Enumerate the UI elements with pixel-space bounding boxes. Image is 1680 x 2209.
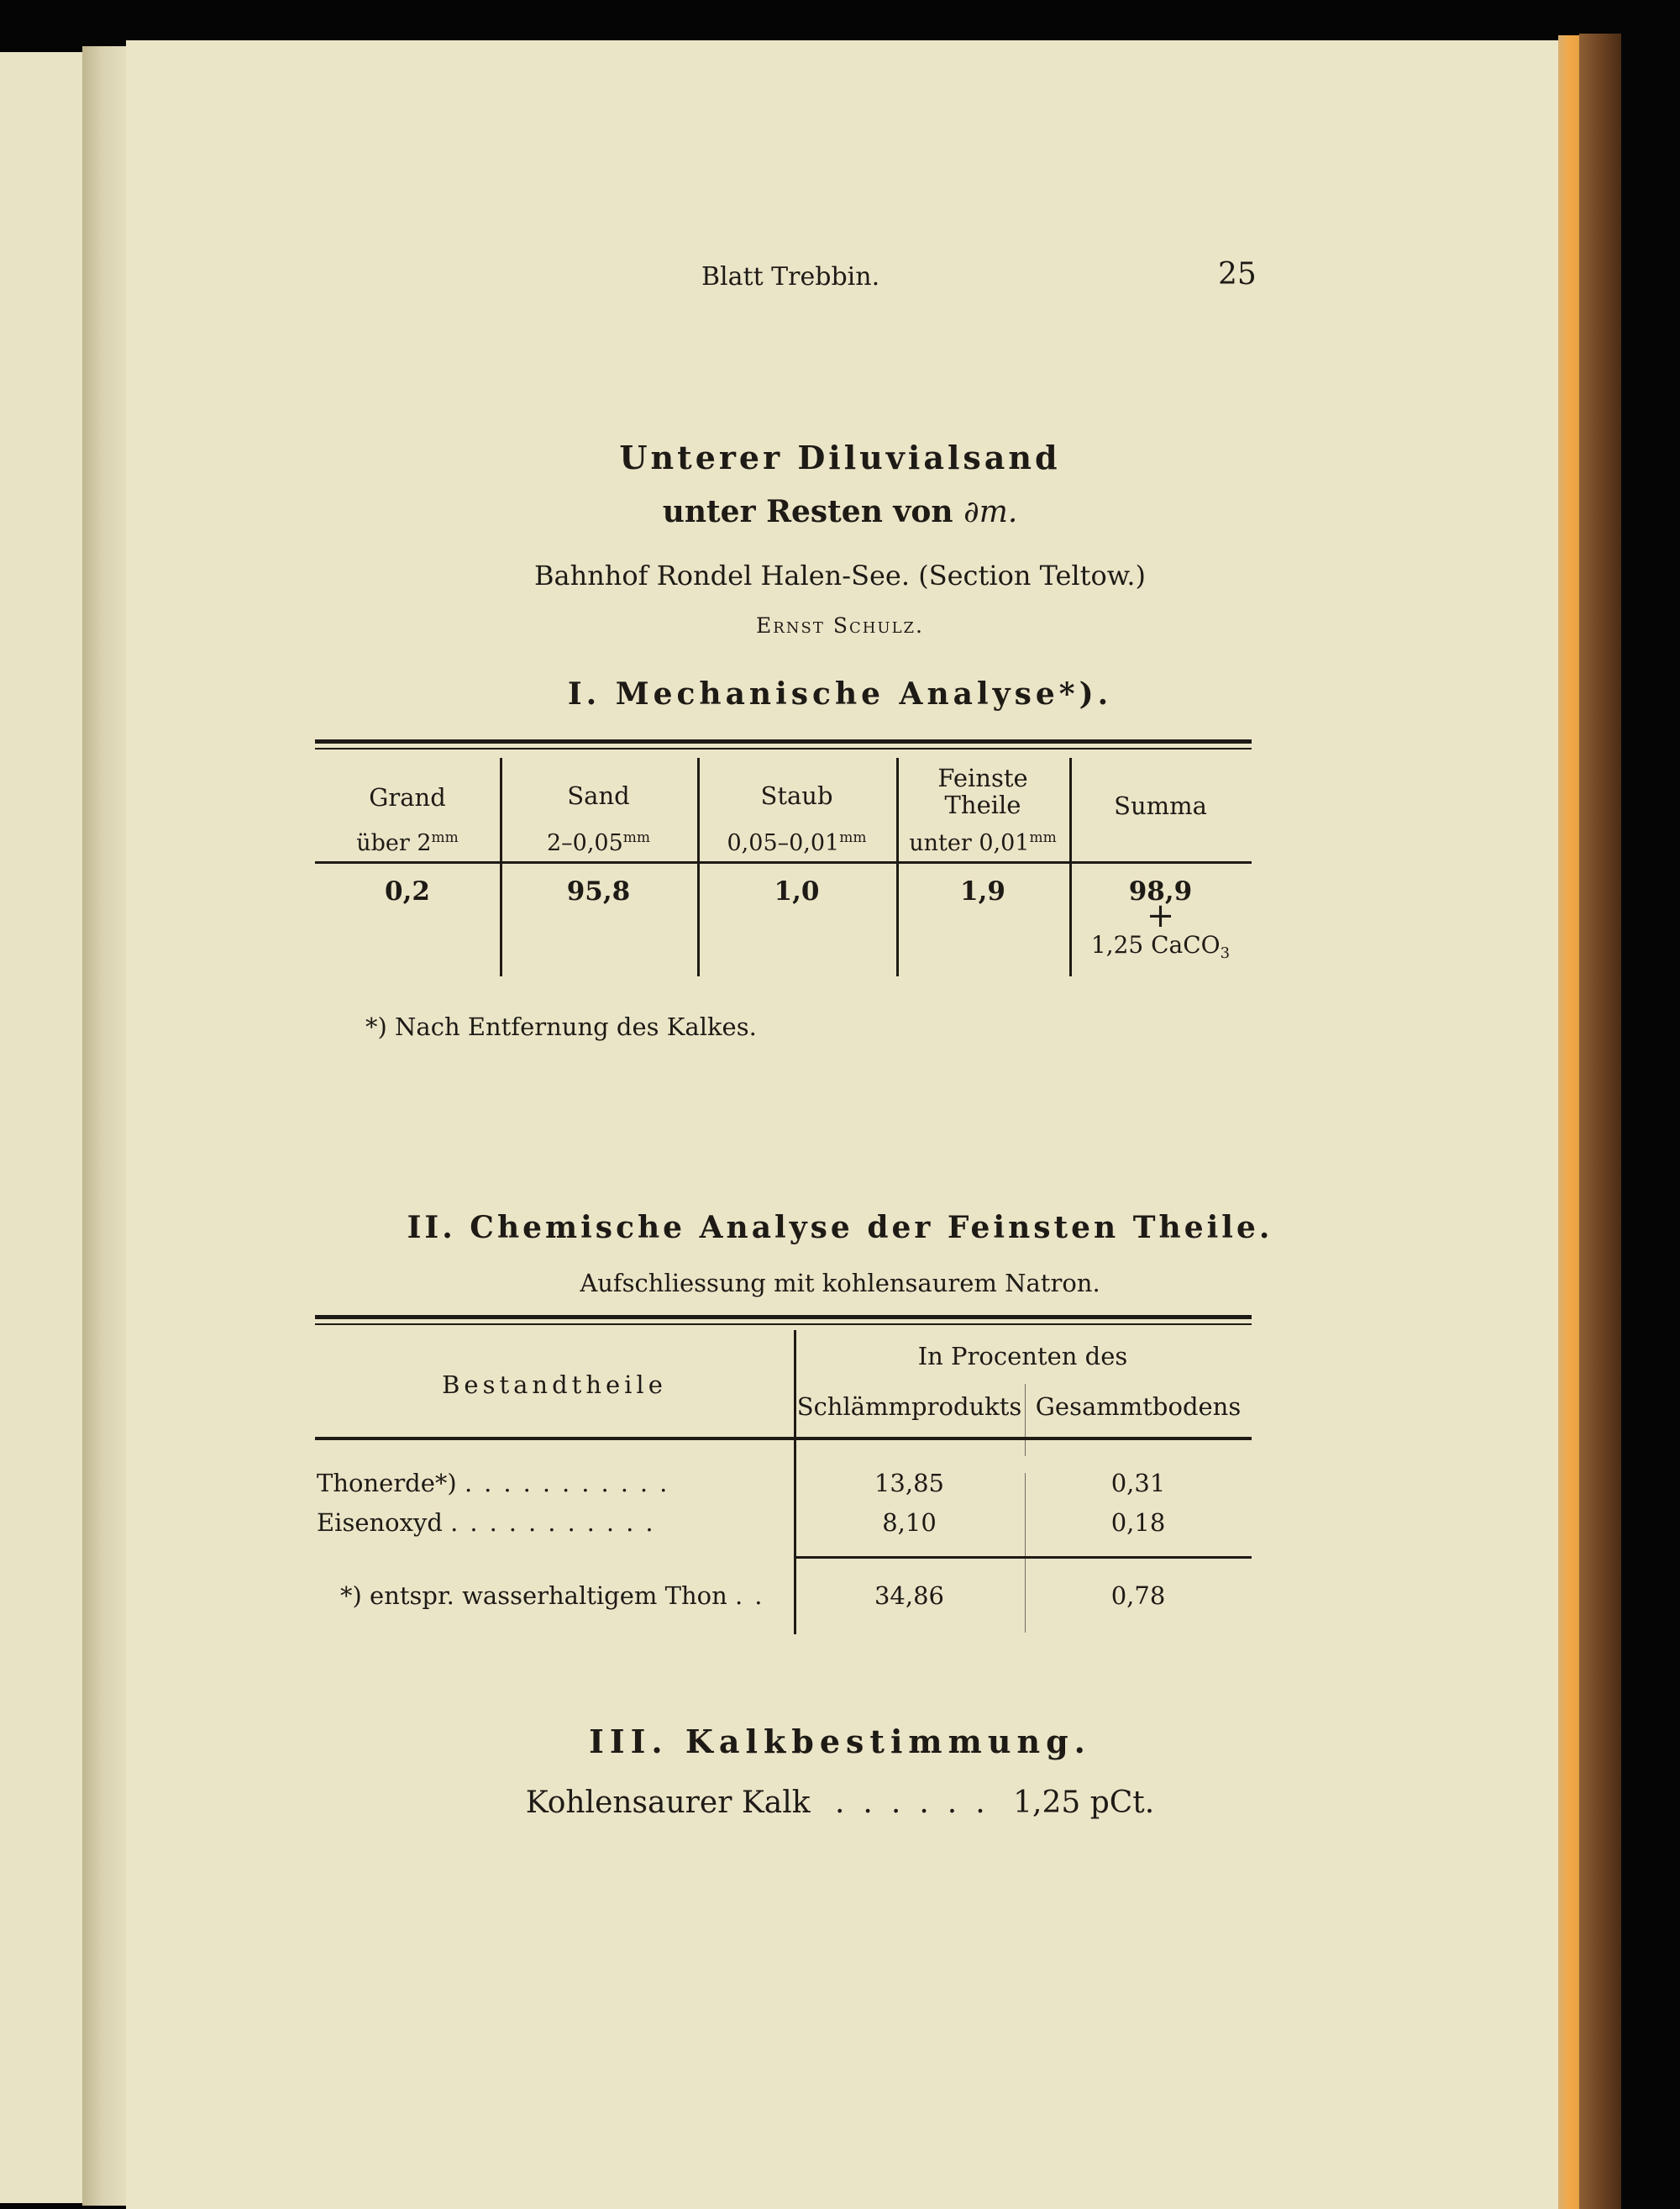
col-summa-header: Summa [1114, 792, 1207, 820]
row-label-text: *) entspr. wasserhaltigem Thon [340, 1581, 727, 1610]
row-value-schlamm: 13,85 [874, 1469, 945, 1497]
unit: mm [1029, 829, 1057, 846]
dot-leader: ........... [464, 1469, 680, 1497]
analyst-name: Ernst Schulz. [755, 613, 924, 638]
row-value-schlamm: 34,86 [874, 1581, 945, 1610]
col-bestandtheile-header: Bestandtheile [442, 1370, 667, 1399]
row-label [340, 1581, 774, 1610]
range-text: 0,05–0,01 [727, 830, 840, 856]
value-summa: 98,9 [1128, 876, 1193, 907]
section-chemical-subheading: Aufschliessung mit kohlensaurem Natron. [580, 1269, 1100, 1297]
footnote-mechanical: *) Nach Entfernung des Kalkes. [365, 1012, 757, 1041]
subtitle-text: unter Resten von [662, 494, 953, 529]
book-gutter [82, 46, 131, 2206]
row-label [317, 1469, 679, 1497]
header-rule [315, 861, 1252, 864]
row-label-text: Thonerde*) [317, 1469, 457, 1497]
row-value-schlamm: 8,10 [882, 1508, 937, 1537]
unit: mm [431, 829, 459, 846]
unit: mm [839, 829, 867, 846]
summa-caco3 [1069, 931, 1252, 962]
dot-leader: ...... [834, 1786, 1004, 1820]
col-feinste-header [896, 765, 1069, 818]
page-number: 25 [1218, 257, 1257, 292]
col-sand-range [500, 829, 697, 856]
row-value-gesammt: 0,31 [1110, 1469, 1166, 1497]
previous-page-edge [0, 52, 82, 2203]
chemical-analysis-table [315, 1315, 1252, 1634]
row-label-text: Eisenoxyd [317, 1508, 443, 1537]
main-title: Unterer Diluvialsand [619, 439, 1061, 476]
range-text: unter 0,01 [909, 830, 1030, 856]
row-value-gesammt: 0,78 [1110, 1581, 1166, 1610]
formation-symbol: ∂m. [963, 495, 1018, 529]
sample-location: Bahnhof Rondel Halen-See. (Section Teltow.) [533, 560, 1147, 592]
col-grand-header: Grand [369, 783, 446, 812]
value-staub: 1,0 [774, 876, 820, 907]
row-label [317, 1508, 665, 1537]
kalk-value: 1,25 pCt. [1013, 1786, 1155, 1820]
col-schlammprodukt-header: Schlämmprodukts [796, 1392, 1022, 1421]
unit: mm [622, 829, 651, 846]
value-feinste: 1,9 [960, 876, 1005, 907]
kalk-result-line [0, 1786, 1680, 1820]
header-rule [315, 1437, 1252, 1440]
subscript: 3 [1220, 944, 1231, 962]
book-page [126, 40, 1562, 2209]
table-top-rule [315, 1315, 1252, 1325]
caco3-text: 1,25 CaCO [1090, 931, 1221, 959]
col-staub-header: Staub [760, 781, 833, 810]
book-cover-edge [1579, 34, 1621, 2209]
group-header: In Procenten des [917, 1342, 1128, 1370]
section-mechanical-heading: I. Mechanische Analyse*). [567, 676, 1113, 712]
col-grand-range [315, 829, 500, 856]
range-text: 2–0,05 [546, 830, 623, 856]
row-value-gesammt: 0,18 [1110, 1508, 1166, 1537]
kalk-label: Kohlensaurer Kalk [525, 1786, 811, 1820]
header-line: Theile [944, 791, 1021, 819]
col-staub-range [697, 829, 896, 856]
table-top-rule [315, 739, 1252, 749]
dot-leader: ........... [450, 1508, 665, 1537]
range-text: über 2 [356, 830, 432, 856]
col-sand-header: Sand [567, 781, 630, 810]
col-gesammtboden-header: Gesammtbodens [1035, 1392, 1242, 1421]
subtitle [0, 494, 1680, 529]
section-chemical-heading: II. Chemische Analyse der Feinsten Theile. [407, 1210, 1273, 1245]
section-kalk-heading: III. Kalkbestimmung. [589, 1722, 1091, 1760]
sum-rule [794, 1556, 1252, 1559]
dot-leader: .. [734, 1581, 774, 1610]
mechanical-analysis-table [315, 739, 1252, 983]
value-sand: 95,8 [566, 876, 631, 907]
plus-sign: + [1146, 897, 1175, 935]
running-title: Blatt Trebbin. [701, 262, 880, 292]
header-line: Feinste [937, 764, 1028, 792]
value-grand: 0,2 [385, 876, 430, 907]
col-feinste-range [896, 829, 1069, 856]
